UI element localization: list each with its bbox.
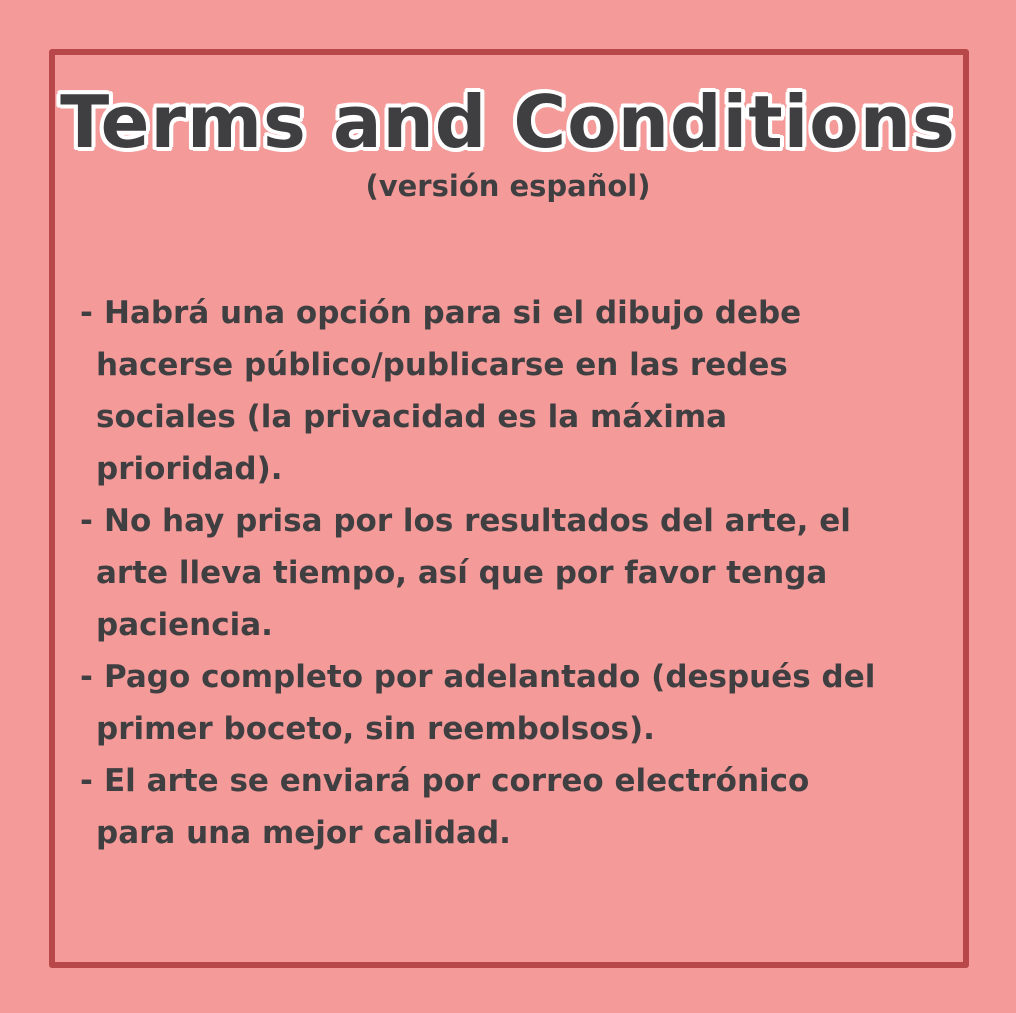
term-bullet: - [80,659,93,695]
term-bullet: - [80,295,93,331]
term-item-1 [80,287,940,495]
term-line: para una mejor calidad. [96,815,511,851]
term-line: Pago completo por adelantado (después del [104,659,876,695]
terms-list [80,287,940,859]
term-line: paciencia. [96,607,273,643]
term-item-4 [80,755,940,859]
term-text [96,651,940,755]
term-line: hacerse público/publicarse en las redes [96,347,788,383]
term-text [96,287,940,495]
term-line: primer boceto, sin reembolsos). [96,711,655,747]
term-line: El arte se enviará por correo electrónico [104,763,810,799]
term-bullet: - [80,503,93,539]
page-title: Terms and Conditions [60,80,956,164]
term-bullet: - [80,763,93,799]
term-line: No hay prisa por los resultados del arte, el [104,503,851,539]
term-text [96,755,940,859]
term-line: Habrá una opción para si el dibujo debe [104,295,802,331]
term-line: sociales (la privacidad es la máxima [96,399,728,435]
term-item-2 [80,495,940,651]
term-text [96,495,940,651]
term-line: arte lleva tiempo, así que por favor tenga [96,555,828,591]
page-subtitle: (versión español) [365,169,651,203]
term-line: prioridad). [96,451,283,487]
term-item-3 [80,651,940,755]
